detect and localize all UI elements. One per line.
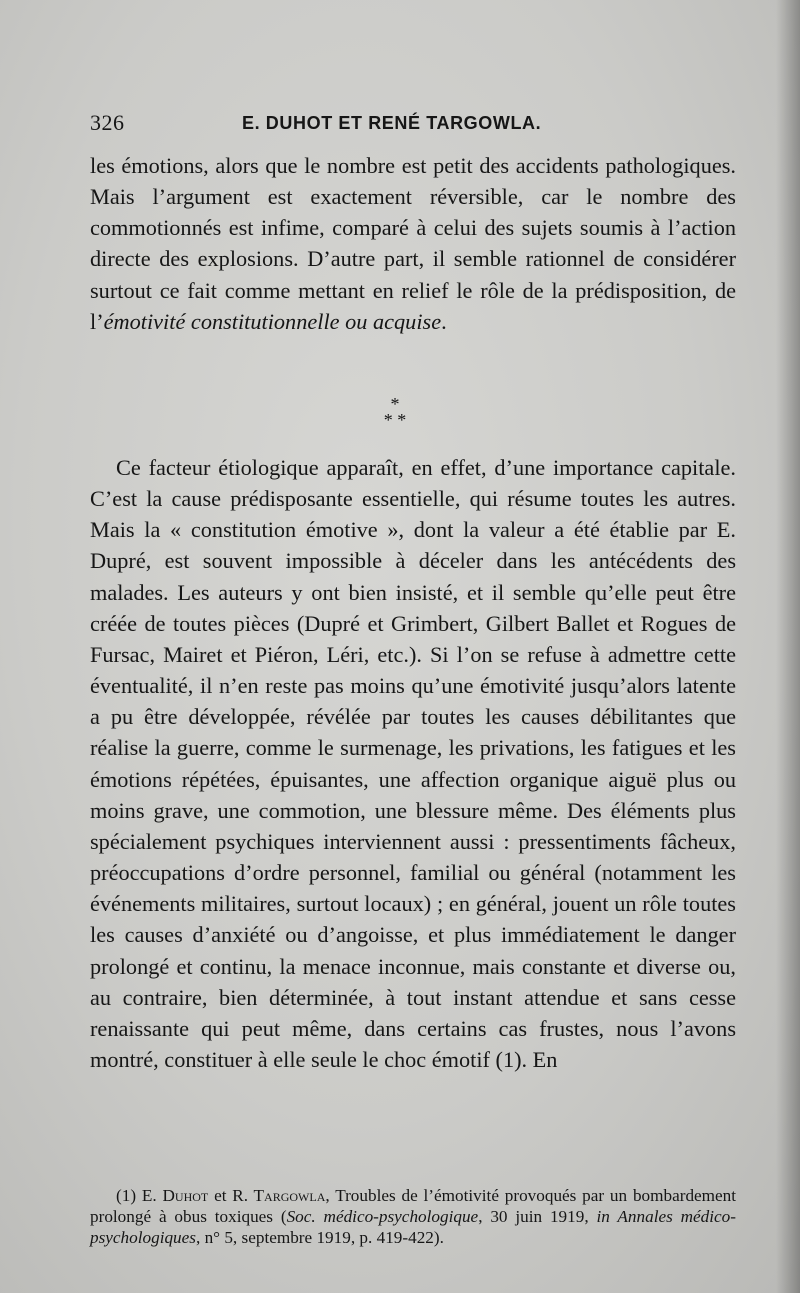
paragraph-main: [90, 452, 736, 1075]
footnote-title: , Troubles de l’émotivité provoqués par un bombardement prolongé à obus toxiques (: [90, 1186, 737, 1226]
footnote-issue: , n° 5, septembre 1919, p. 419-422).: [195, 1227, 444, 1247]
paragraph-2-text: Ce facteur étiologique apparaît, en effet, d’une importance capitale. C’est la cause prédisposante essentielle, qui résume toutes les autres. Mais la « constitution émotive », dont la valeur a été établie par E. Dupré, est souvent impossible à déceler dans les antécédents des malades. Les auteurs y ont bien insisté, et il semble qu’elle peut être créée de toutes pièces (Dupré et Grimbert, Gilbert Ballet et Rogues de Fursac, Mairet et Piéron, Léri, etc.). Si l’on se refuse à admettre cette éventualité, il n’en reste pas moins qu’une émotivité jusqu’alors latente a pu être développée, révélée par toutes les causes débilitantes que réalise la guerre, comme le surmenage, les privations, les fatigues et les émotions répétées, épuisantes, une affection organique aiguë plus ou moins grave, une commotion, une blessure même. Des éléments plus spécialement psychiques interviennent aussi : pressentiments fâcheux, préoccupations d’ordre personnel, familial ou général (notamment les événements militaires, surtout locaux) ; en général, jouent un rôle toutes les causes d’anxiété ou d’angoisse, et plus immédiatement le danger prolongé et continu, la menace inconnue, mais constante et diverse ou, au contraire, bien déterminée, à tout instant attendue et sans cesse renaissante qui peut même, dans certains cas frustes, nous l’avons montré, constituer à elle seule le choc émotif (1). En: [90, 455, 736, 1072]
section-asterism: [370, 396, 420, 432]
footnote-marker: (1): [116, 1186, 137, 1205]
footnote-journal: in Annales médico-psychologiques: [90, 1206, 736, 1247]
paragraph-1-text: les émotions, alors que le nombre est petit des accidents pathologiques. Mais l’argument est exactement réversible, car le nombre des commotionnés est infime, comparé à celui des sujets soumis à l’action directe des explosions. D’autre part, il semble rationnel de considérer surtout ce fait comme mettant en relief le rôle de la prédisposition, de l’: [90, 153, 736, 334]
footnote-author-2: R. Targowla: [232, 1186, 326, 1205]
page-header: [90, 110, 770, 140]
running-head: E. DUHOT ET RENÉ TARGOWLA.: [242, 113, 542, 133]
footnote-society: Soc. médico-psychologique: [286, 1206, 479, 1226]
footnote-date: , 30 juin 1919,: [478, 1206, 597, 1226]
page-edge-shadow: [776, 0, 800, 1293]
footnote: [90, 1186, 736, 1248]
asterism-bottom: * *: [383, 410, 407, 430]
paragraph-1-italic: émotivité constitutionnelle ou acquise: [103, 308, 442, 334]
paragraph-1-end: .: [441, 308, 447, 334]
footnote-conjunction: et: [214, 1186, 227, 1205]
asterism-top: *: [390, 394, 400, 414]
page-number: 326: [90, 110, 125, 135]
paragraph-continued: [90, 150, 736, 337]
footnote-author-1: E. Duhot: [141, 1186, 209, 1205]
